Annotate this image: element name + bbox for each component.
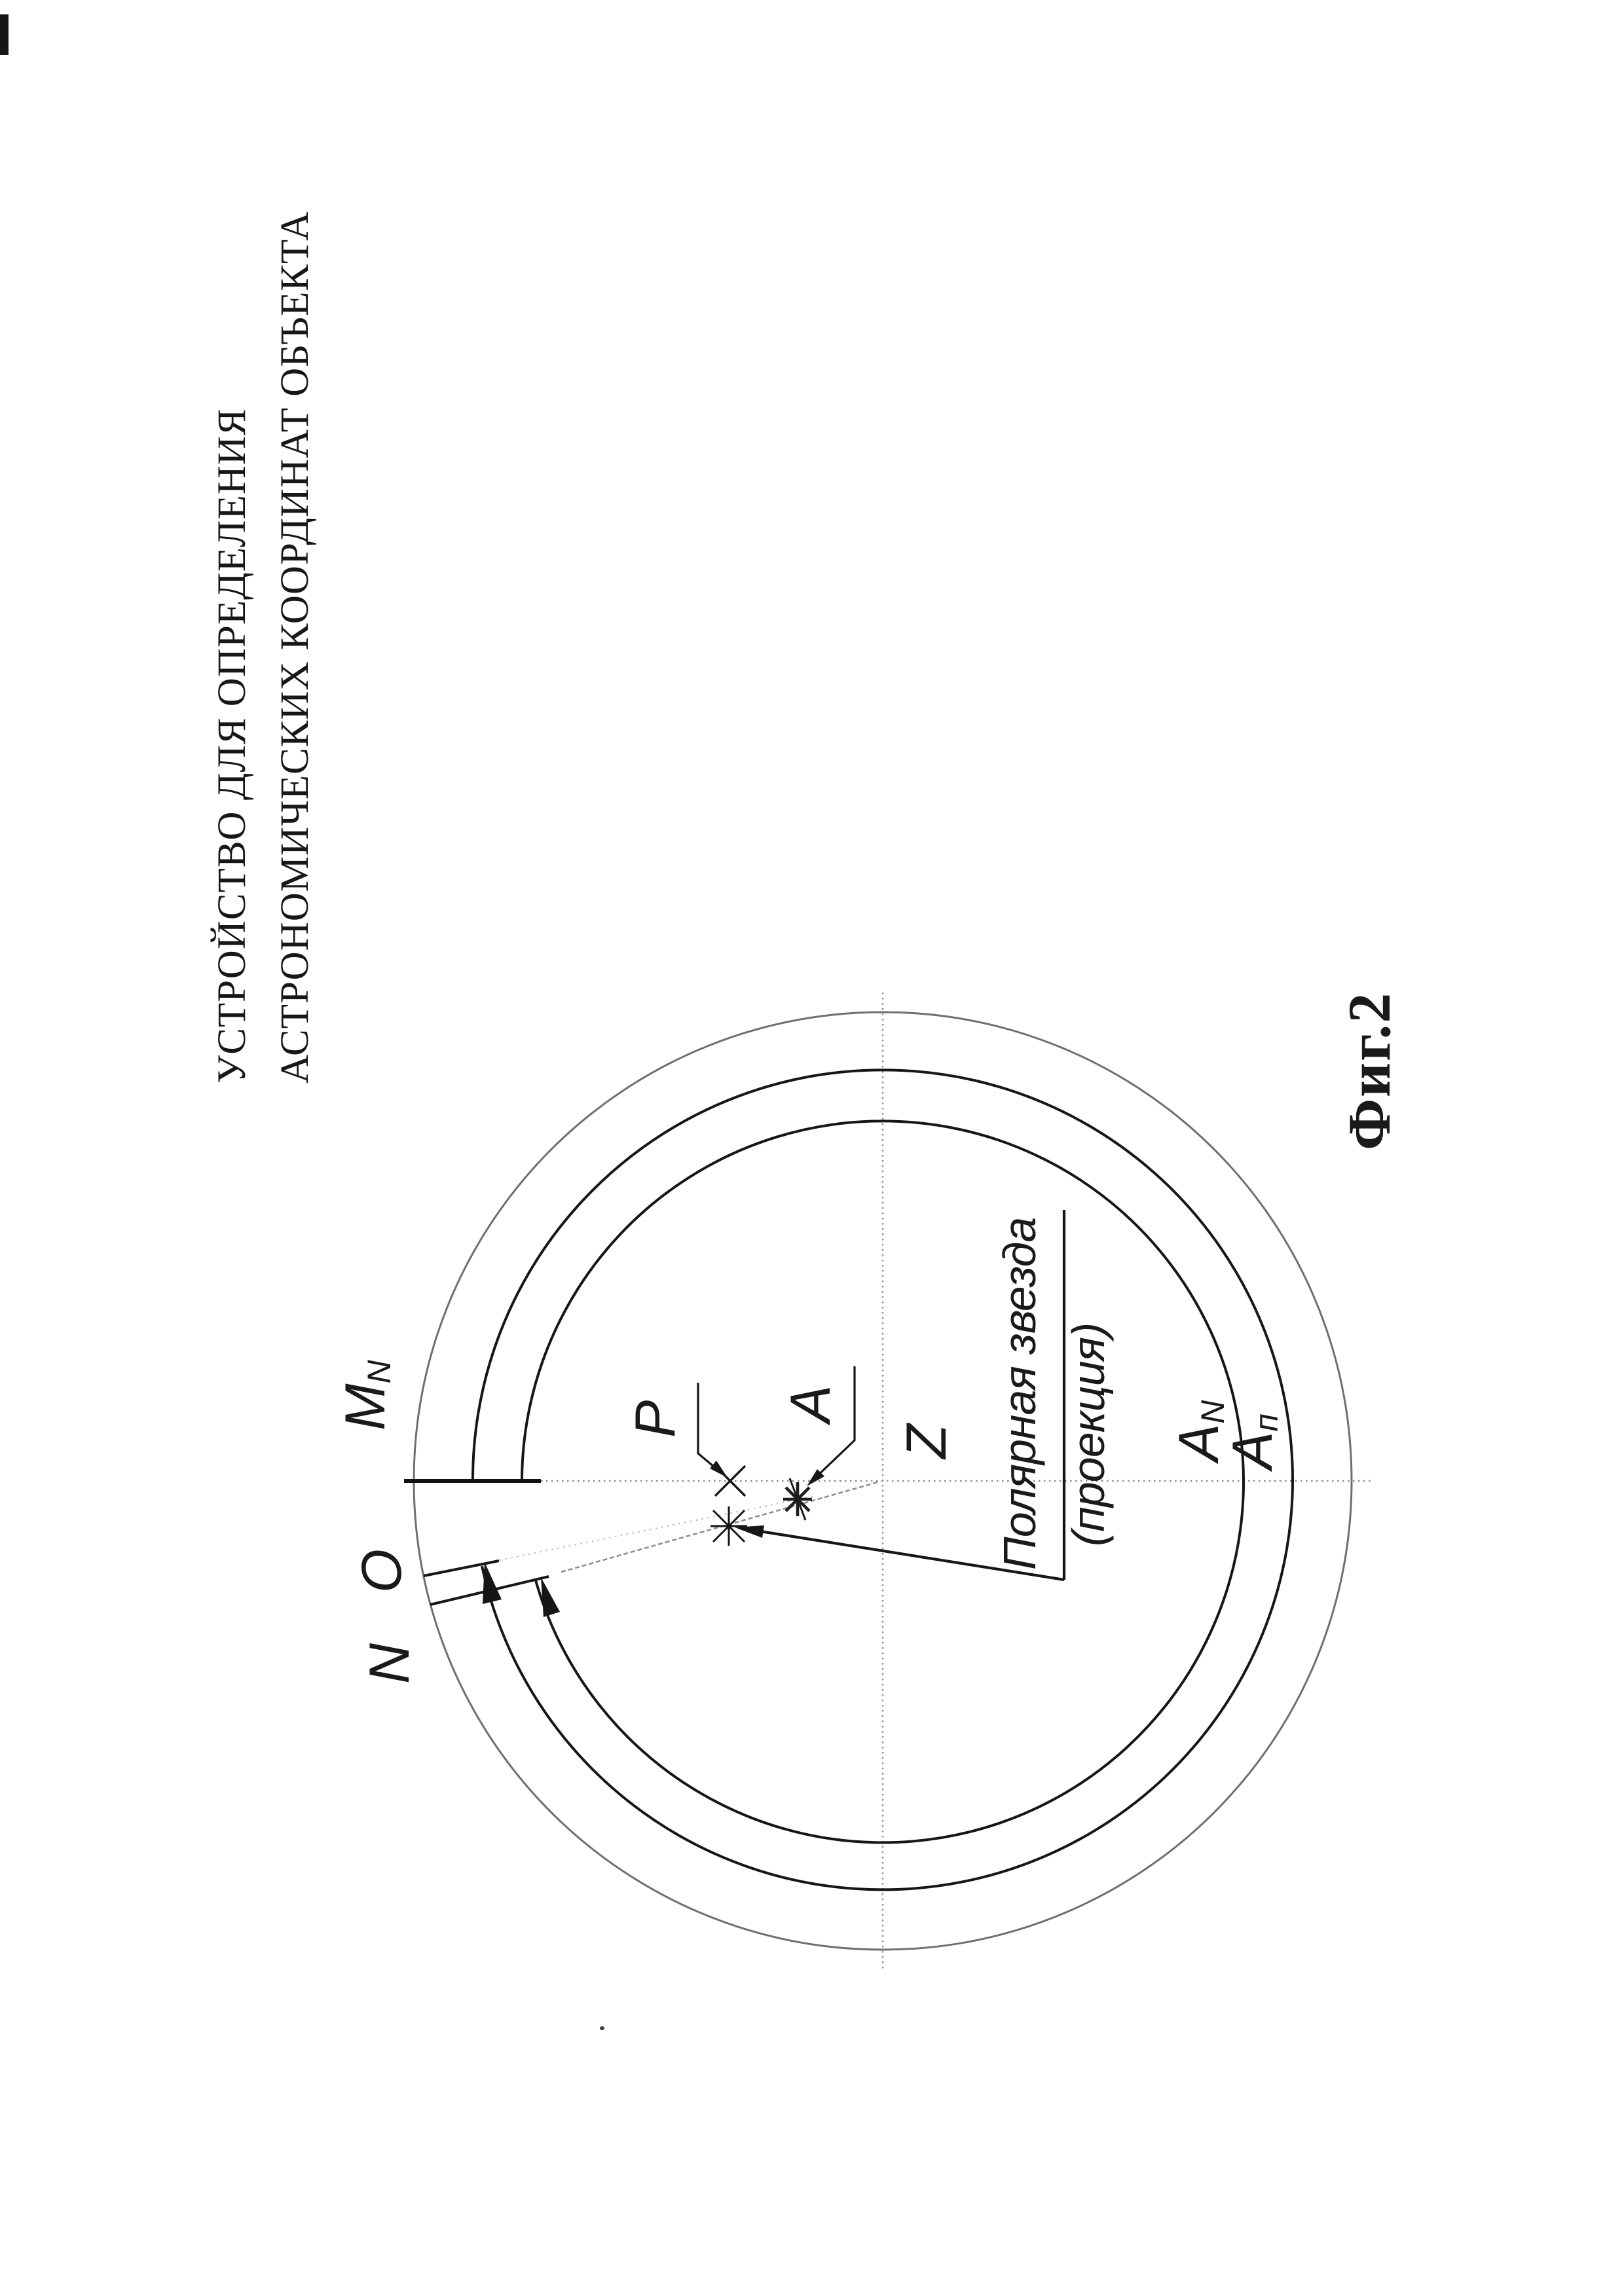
radial-upper-faint-extension	[500, 1496, 815, 1560]
figure-caption: Фиг.2	[1336, 991, 1403, 1150]
inner-circle-arrowhead	[541, 1577, 560, 1617]
middle-circle-arrowhead	[483, 1562, 502, 1604]
label-pole-p: P	[624, 1400, 687, 1438]
label-ap: $A_п$	[1221, 1413, 1285, 1469]
label-meridian-mn: $M_N$	[334, 1360, 397, 1430]
title-line-1: УСТРОЙСТВО ДЛЯ ОПРЕДЕЛЕНИЯ	[210, 408, 254, 1084]
label-star-a: A	[779, 1385, 842, 1423]
label-an: $A_N$	[1168, 1400, 1231, 1461]
star-symbol	[783, 1478, 812, 1520]
polar-star-label-line1: Полярная звезда	[994, 1217, 1045, 1570]
title-line-2: АСТРОНОМИЧЕСКИХ КООРДИНАТ ОБЪЕКТА	[273, 211, 317, 1084]
label-north-n: N	[358, 1643, 421, 1684]
label-an-subscript: N	[1194, 1400, 1231, 1424]
polar-star-label-line2: (проекция)	[1063, 1322, 1114, 1546]
a-leader-line	[812, 1366, 855, 1481]
label-zenith-z: Z	[895, 1424, 958, 1459]
projection-asterisk-mark	[710, 1506, 747, 1546]
label-mn-subscript: N	[360, 1360, 397, 1384]
p-leader-line	[698, 1383, 722, 1474]
label-ap-subscript: п	[1247, 1413, 1285, 1432]
label-zero-o: O	[350, 1549, 413, 1593]
